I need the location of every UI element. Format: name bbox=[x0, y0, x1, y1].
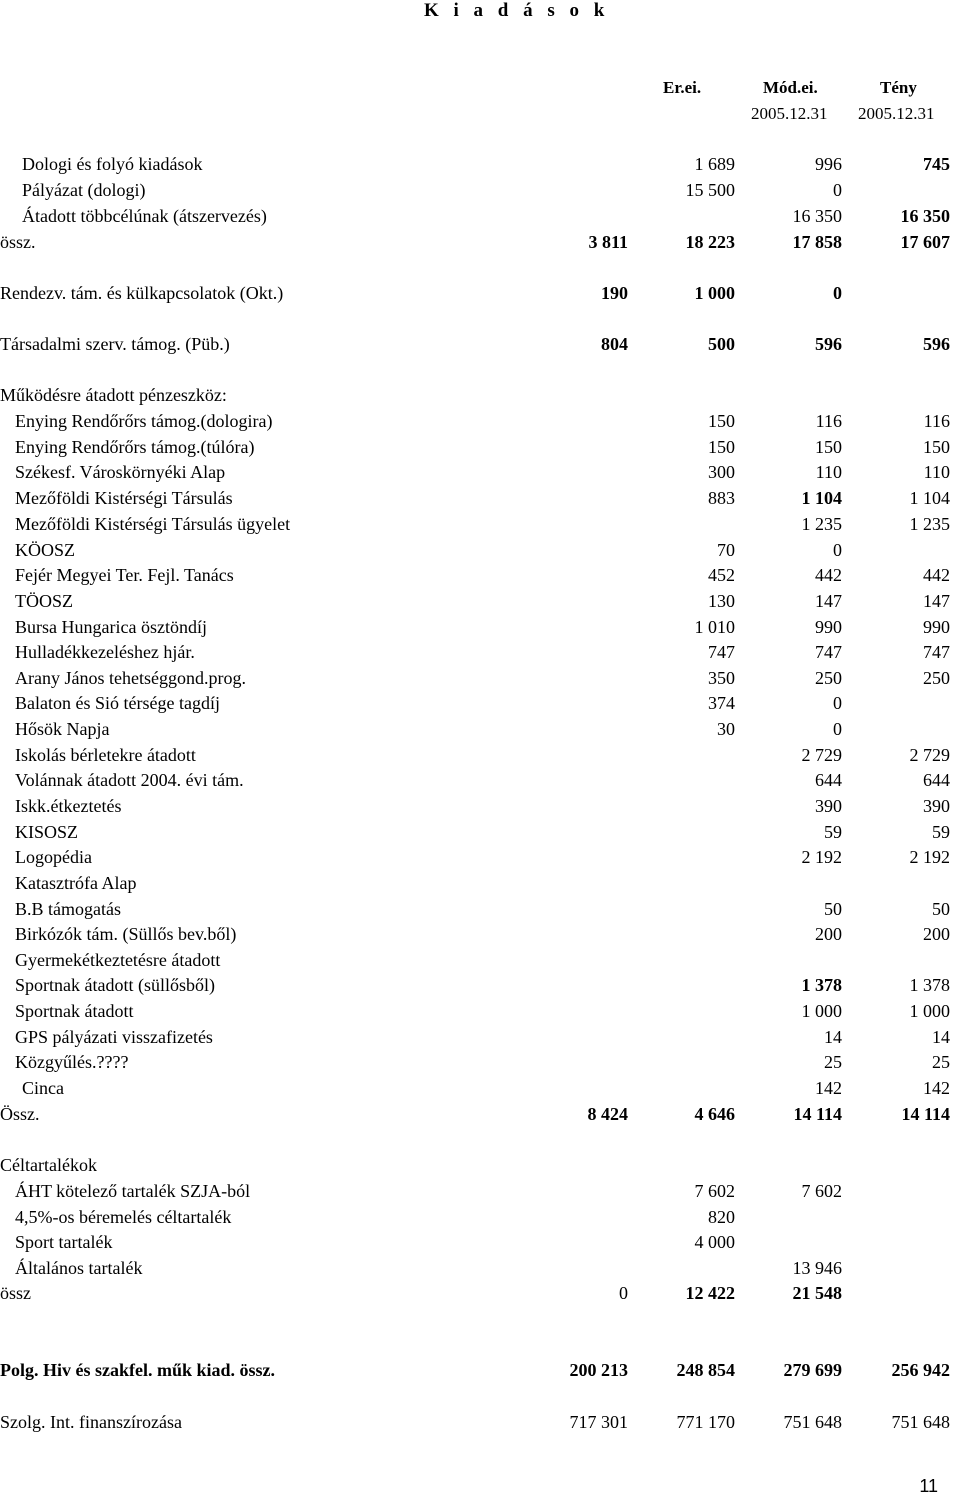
cell-mod-ei: 1 235 bbox=[801, 514, 842, 534]
table-row bbox=[0, 768, 960, 792]
table-row bbox=[0, 1256, 960, 1280]
cell-teny: 25 bbox=[932, 1052, 950, 1072]
cell-teny: 59 bbox=[932, 822, 950, 842]
row-label: Katasztrófa Alap bbox=[15, 873, 137, 893]
row-label: Össz. bbox=[0, 1104, 40, 1124]
cell-er-ei: 190 bbox=[601, 283, 628, 303]
cell-mod-ei-col: 1 689 bbox=[694, 154, 735, 174]
cell-mod-ei-col: 883 bbox=[708, 488, 735, 508]
cell-teny: 256 942 bbox=[891, 1360, 950, 1380]
table-row bbox=[0, 820, 960, 844]
table-row bbox=[0, 204, 960, 228]
cell-mod-ei: 751 648 bbox=[783, 1412, 842, 1432]
cell-mod-ei: 0 bbox=[833, 540, 842, 560]
table-row bbox=[0, 460, 960, 484]
cell-teny: 442 bbox=[923, 565, 950, 585]
row-label: Átadott többcélúnak (átszervezés) bbox=[22, 206, 267, 226]
row-label: Birkózók tám. (Süllős bev.ből) bbox=[15, 924, 237, 944]
cell-mod-ei: 0 bbox=[833, 180, 842, 200]
cell-mod-ei: 150 bbox=[815, 437, 842, 457]
cell-mod-ei: 16 350 bbox=[792, 206, 842, 226]
cell-mod-ei: 59 bbox=[824, 822, 842, 842]
cell-mod-ei: 110 bbox=[815, 462, 842, 482]
row-label: Enying Rendőrőrs támog.(dologira) bbox=[15, 411, 273, 431]
table-row bbox=[0, 563, 960, 587]
row-label: Hulladékkezeléshez hjár. bbox=[15, 642, 195, 662]
cell-mod-ei-col: 1 000 bbox=[694, 283, 735, 303]
cell-teny: 142 bbox=[923, 1078, 950, 1098]
cell-mod-ei-col: 4 646 bbox=[694, 1104, 735, 1124]
cell-mod-ei-col: 500 bbox=[708, 334, 735, 354]
row-label: Sportnak átadott bbox=[15, 1001, 134, 1021]
cell-mod-ei: 21 548 bbox=[792, 1283, 842, 1303]
table-row bbox=[0, 1076, 960, 1100]
table-row bbox=[0, 1102, 960, 1126]
cell-mod-ei: 390 bbox=[815, 796, 842, 816]
cell-mod-ei-col: 1 010 bbox=[694, 617, 735, 637]
cell-mod-ei: 14 114 bbox=[793, 1104, 842, 1124]
table-row bbox=[0, 435, 960, 459]
cell-teny: 2 192 bbox=[909, 847, 950, 867]
cell-er-ei: 8 424 bbox=[587, 1104, 628, 1124]
table-row bbox=[0, 1358, 960, 1382]
cell-mod-ei-col: 4 000 bbox=[694, 1232, 735, 1252]
table-row bbox=[0, 1410, 960, 1434]
table-row bbox=[0, 897, 960, 921]
row-label: Társadalmi szerv. támog. (Püb.) bbox=[0, 334, 230, 354]
header-mod-ei-date: 2005.12.31 bbox=[751, 104, 828, 123]
table-row bbox=[0, 1205, 960, 1229]
table-row bbox=[0, 1050, 960, 1074]
cell-mod-ei-col: 300 bbox=[708, 462, 735, 482]
cell-teny: 751 648 bbox=[891, 1412, 950, 1432]
row-label: Logopédia bbox=[15, 847, 92, 867]
table-row bbox=[0, 1230, 960, 1254]
cell-mod-ei-col: 18 223 bbox=[685, 232, 735, 252]
row-label: Céltartalékok bbox=[0, 1155, 97, 1175]
cell-mod-ei: 990 bbox=[815, 617, 842, 637]
row-label: Pályázat (dologi) bbox=[22, 180, 146, 200]
cell-mod-ei: 7 602 bbox=[801, 1181, 842, 1201]
row-label: Működésre átadott pénzeszköz: bbox=[0, 385, 227, 405]
cell-teny: 50 bbox=[932, 899, 950, 919]
cell-teny: 1 104 bbox=[909, 488, 950, 508]
cell-er-ei: 200 213 bbox=[569, 1360, 628, 1380]
cell-teny: 116 bbox=[923, 411, 950, 431]
row-label: Székesf. Városkörnyéki Alap bbox=[15, 462, 226, 482]
cell-mod-ei-col: 350 bbox=[708, 668, 735, 688]
row-label: össz. bbox=[0, 232, 36, 252]
cell-mod-ei-col: 150 bbox=[708, 411, 735, 431]
cell-er-ei: 804 bbox=[601, 334, 628, 354]
cell-mod-ei: 0 bbox=[833, 283, 842, 303]
cell-mod-ei: 279 699 bbox=[783, 1360, 842, 1380]
row-label: Szolg. Int. finanszírozása bbox=[0, 1412, 182, 1432]
row-label: KISOSZ bbox=[15, 822, 79, 842]
row-label: Dologi és folyó kiadások bbox=[22, 154, 203, 174]
row-label: GPS pályázati visszafizetés bbox=[15, 1027, 213, 1047]
cell-teny: 200 bbox=[923, 924, 950, 944]
cell-mod-ei: 142 bbox=[815, 1078, 842, 1098]
header-er-ei: Er.ei. bbox=[663, 78, 702, 97]
row-label: B.B támogatás bbox=[15, 899, 121, 919]
cell-mod-ei: 25 bbox=[824, 1052, 842, 1072]
row-label: Mezőföldi Kistérségi Társulás bbox=[15, 488, 233, 508]
table-row bbox=[0, 948, 960, 972]
page-number: 11 bbox=[919, 1476, 938, 1496]
cell-teny: 1 235 bbox=[909, 514, 950, 534]
table-row bbox=[0, 794, 960, 818]
cell-mod-ei: 1 378 bbox=[801, 975, 842, 995]
row-label: össz bbox=[0, 1283, 31, 1303]
cell-mod-ei: 0 bbox=[833, 693, 842, 713]
cell-mod-ei: 644 bbox=[815, 770, 842, 790]
cell-teny: 14 bbox=[932, 1027, 950, 1047]
cell-mod-ei: 996 bbox=[815, 154, 842, 174]
table-row bbox=[0, 691, 960, 715]
cell-mod-ei: 200 bbox=[815, 924, 842, 944]
cell-mod-ei-col: 820 bbox=[708, 1207, 735, 1227]
row-label: Általános tartalék bbox=[15, 1258, 143, 1278]
row-label: Gyermekétkeztetésre átadott bbox=[15, 950, 221, 970]
header-mod-ei: Mód.ei. bbox=[763, 78, 818, 97]
table-row bbox=[0, 383, 960, 407]
cell-teny: 390 bbox=[923, 796, 950, 816]
row-label: ÁHT kötelező tartalék SZJA-ból bbox=[15, 1181, 251, 1201]
cell-mod-ei-col: 771 170 bbox=[676, 1412, 735, 1432]
cell-mod-ei: 250 bbox=[815, 668, 842, 688]
cell-teny: 596 bbox=[923, 334, 950, 354]
row-label: Bursa Hungarica ösztöndíj bbox=[15, 617, 207, 637]
cell-mod-ei: 1 104 bbox=[801, 488, 842, 508]
cell-teny: 747 bbox=[923, 642, 950, 662]
cell-mod-ei: 14 bbox=[824, 1027, 842, 1047]
cell-mod-ei-col: 374 bbox=[708, 693, 735, 713]
cell-mod-ei: 147 bbox=[815, 591, 842, 611]
cell-mod-ei-col: 130 bbox=[708, 591, 735, 611]
table-row bbox=[0, 1153, 960, 1177]
row-label: KÖOSZ bbox=[15, 540, 76, 560]
row-label: Cinca bbox=[22, 1078, 64, 1098]
cell-teny: 2 729 bbox=[909, 745, 950, 765]
row-label: Rendezv. tám. és külkapcsolatok (Okt.) bbox=[0, 283, 284, 303]
row-label: Mezőföldi Kistérségi Társulás ügyelet bbox=[15, 514, 291, 534]
cell-teny: 150 bbox=[923, 437, 950, 457]
cell-mod-ei: 2 192 bbox=[801, 847, 842, 867]
table-row bbox=[0, 589, 960, 613]
table-row bbox=[0, 743, 960, 767]
row-label: Sportnak átadott (süllősből) bbox=[15, 975, 215, 995]
row-label: 4,5%-os béremelés céltartalék bbox=[15, 1207, 232, 1227]
cell-mod-ei: 17 858 bbox=[792, 232, 842, 252]
table-row bbox=[0, 1281, 960, 1305]
cell-mod-ei: 13 946 bbox=[792, 1258, 842, 1278]
cell-teny: 1 378 bbox=[909, 975, 950, 995]
table-row bbox=[0, 230, 960, 254]
row-label: Közgyűlés.???? bbox=[15, 1052, 129, 1072]
row-label: Iskk.étkeztetés bbox=[15, 796, 122, 816]
row-label: Enying Rendőrőrs támog.(túlóra) bbox=[15, 437, 255, 457]
cell-er-ei: 717 301 bbox=[569, 1412, 628, 1432]
table-row bbox=[0, 1025, 960, 1049]
row-label: Balaton és Sió térsége tagdíj bbox=[15, 693, 220, 713]
cell-teny: 990 bbox=[923, 617, 950, 637]
cell-mod-ei: 116 bbox=[815, 411, 842, 431]
row-label: Volánnak átadott 2004. évi tám. bbox=[15, 770, 244, 790]
cell-er-ei: 0 bbox=[619, 1283, 628, 1303]
cell-teny: 147 bbox=[923, 591, 950, 611]
cell-teny: 110 bbox=[923, 462, 950, 482]
cell-mod-ei-col: 12 422 bbox=[685, 1283, 735, 1303]
table-row bbox=[0, 281, 960, 305]
row-label: Iskolás bérletekre átadott bbox=[15, 745, 196, 765]
cell-mod-ei-col: 30 bbox=[717, 719, 735, 739]
table-row bbox=[0, 178, 960, 202]
cell-mod-ei: 596 bbox=[815, 334, 842, 354]
table-row bbox=[0, 512, 960, 536]
row-label: TÖOSZ bbox=[15, 591, 73, 611]
cell-mod-ei-col: 70 bbox=[717, 540, 735, 560]
table-row bbox=[0, 486, 960, 510]
cell-er-ei: 3 811 bbox=[588, 232, 628, 252]
cell-mod-ei-col: 150 bbox=[708, 437, 735, 457]
table-row bbox=[0, 409, 960, 433]
table-row bbox=[0, 845, 960, 869]
cell-teny: 14 114 bbox=[901, 1104, 950, 1124]
table-row bbox=[0, 717, 960, 741]
page-title: K i a d á s o k bbox=[424, 0, 610, 21]
row-label: Polg. Hiv és szakfel. műk kiad. össz. bbox=[0, 1360, 276, 1380]
cell-mod-ei: 1 000 bbox=[801, 1001, 842, 1021]
row-label: Hősök Napja bbox=[15, 719, 110, 739]
table-row bbox=[0, 666, 960, 690]
cell-mod-ei: 442 bbox=[815, 565, 842, 585]
table-row bbox=[0, 332, 960, 356]
header-teny: Tény bbox=[880, 78, 917, 97]
table-row bbox=[0, 922, 960, 946]
cell-teny: 1 000 bbox=[909, 1001, 950, 1021]
table-row bbox=[0, 1179, 960, 1203]
table-row bbox=[0, 615, 960, 639]
cell-mod-ei-col: 15 500 bbox=[685, 180, 735, 200]
cell-mod-ei-col: 747 bbox=[708, 642, 735, 662]
cell-mod-ei-col: 7 602 bbox=[694, 1181, 735, 1201]
cell-teny: 745 bbox=[923, 154, 950, 174]
cell-mod-ei-col: 452 bbox=[708, 565, 735, 585]
table-row bbox=[0, 640, 960, 664]
cell-teny: 17 607 bbox=[900, 232, 950, 252]
cell-teny: 250 bbox=[923, 668, 950, 688]
cell-mod-ei: 0 bbox=[833, 719, 842, 739]
cell-mod-ei-col: 248 854 bbox=[676, 1360, 735, 1380]
table-row bbox=[0, 973, 960, 997]
table-row bbox=[0, 538, 960, 562]
cell-mod-ei: 2 729 bbox=[801, 745, 842, 765]
row-label: Sport tartalék bbox=[15, 1232, 113, 1252]
table-row bbox=[0, 152, 960, 176]
row-label: Arany János tehetséggond.prog. bbox=[15, 668, 246, 688]
table-row bbox=[0, 871, 960, 895]
header-teny-date: 2005.12.31 bbox=[858, 104, 935, 123]
row-label: Fejér Megyei Ter. Fejl. Tanács bbox=[15, 565, 234, 585]
cell-mod-ei: 50 bbox=[824, 899, 842, 919]
cell-teny: 16 350 bbox=[900, 206, 950, 226]
table-row bbox=[0, 999, 960, 1023]
cell-teny: 644 bbox=[923, 770, 950, 790]
cell-mod-ei: 747 bbox=[815, 642, 842, 662]
